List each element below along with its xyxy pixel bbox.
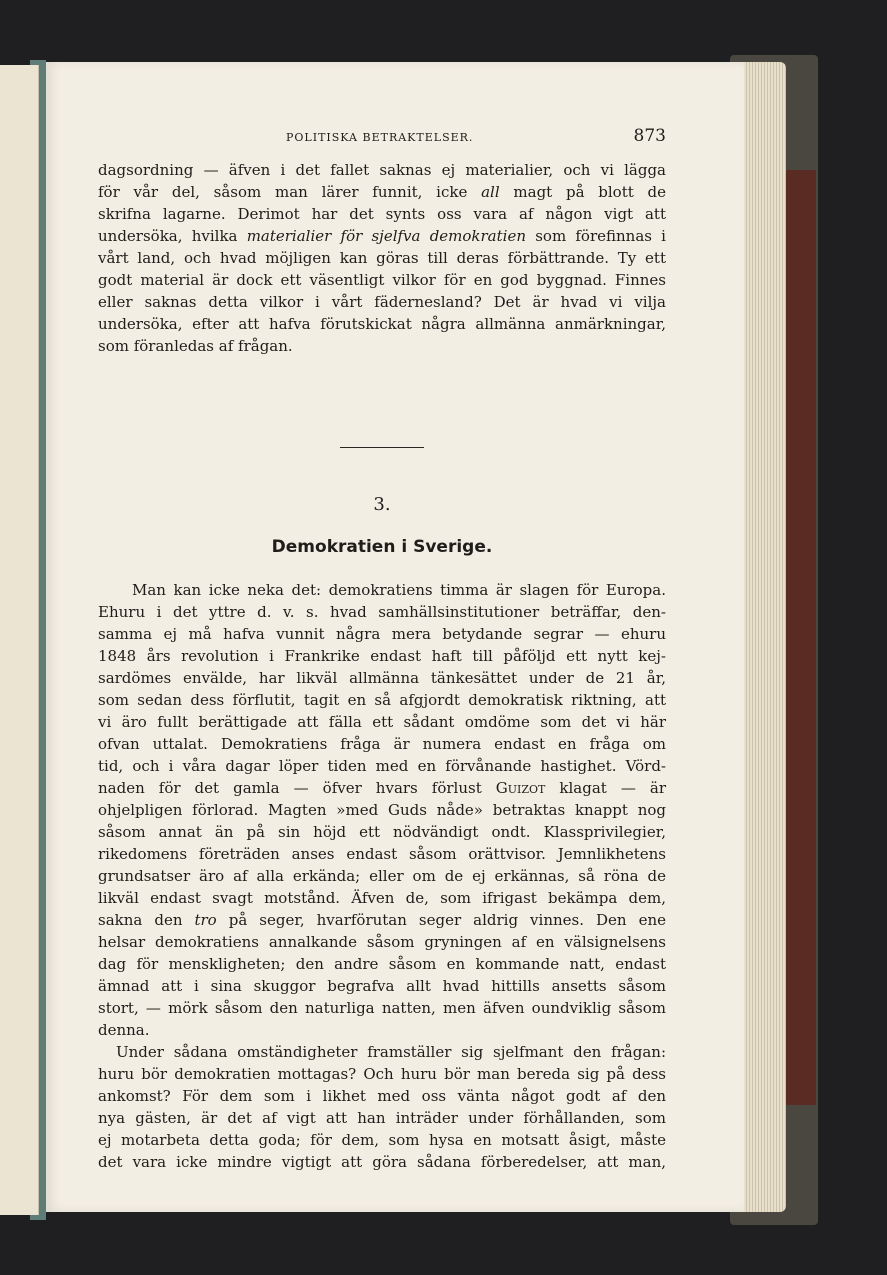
text-line: undersöka, efter att hafva förutskickat några allmänna anmärkningar, bbox=[98, 315, 666, 333]
text-line: skrifna lagarne. Derimot har det synts oss vara af någon vigt att bbox=[98, 205, 666, 223]
text-line: Man kan icke neka det: demokratiens timma är slagen för Europa. bbox=[132, 581, 666, 599]
text-line: såsom annat än på sin höjd ett nödvändigt ondt. Klassprivilegier, bbox=[98, 823, 666, 841]
text-line: Under sådana omständigheter framställer sig sjelfmant den frågan: bbox=[116, 1043, 666, 1061]
text-line: stort, — mörk såsom den naturliga natten, men äfven oundviklig såsom bbox=[98, 999, 666, 1017]
text-line: ankomst? För dem som i likhet med oss vänta något godt af den bbox=[98, 1087, 666, 1105]
text-line: denna. bbox=[98, 1021, 150, 1039]
text-line: sardömes envälde, har likväl allmänna tänkesättet under de 21 år, bbox=[98, 669, 666, 687]
paragraph-2 bbox=[98, 579, 666, 1041]
text-line: 1848 års revolution i Frankrike endast haft till påföljd ett nytt kej- bbox=[98, 647, 666, 665]
running-title: POLITISKA BETRAKTELSER. bbox=[286, 131, 474, 144]
text-line: ohjelpligen förlorad. Magten »med Guds nåde» betraktas knappt nog bbox=[98, 801, 666, 819]
page-number: 873 bbox=[633, 126, 666, 146]
emphasis: all bbox=[481, 183, 500, 201]
emphasis: tro bbox=[194, 911, 217, 929]
text-line: vårt land, och hvad möjligen kan göras till deras förbättrande. Ty ett bbox=[98, 249, 666, 267]
text-line: dagsordning — äfven i det fallet saknas ej materialier, och vi lägga bbox=[98, 161, 666, 179]
running-head bbox=[98, 124, 666, 150]
text-line: ofvan uttalat. Demokratiens fråga är numera endast en fråga om bbox=[98, 735, 666, 753]
section-divider bbox=[340, 447, 424, 448]
paragraph-3 bbox=[98, 1041, 666, 1173]
text-line: tid, och i våra dagar löper tiden med en förvånande hastighet. Vörd- bbox=[98, 757, 666, 775]
section-title: Demokratien i Sverige. bbox=[271, 537, 493, 557]
text-line: rikedomens företräden anses endast såsom orättvisor. Jemnlikhetens bbox=[98, 845, 666, 863]
text-line: nya gästen, är det af vigt att han inträder under förhållanden, som bbox=[98, 1109, 666, 1127]
text-line: ej motarbeta detta goda; för dem, som hysa en motsatt åsigt, måste bbox=[98, 1131, 666, 1149]
book-page bbox=[46, 62, 744, 1212]
text-line: dag för menskligheten; den andre såsom en kommande natt, endast bbox=[98, 955, 666, 973]
text-line: eller saknas detta vilkor i vårt fädernesland? Det är hvad vi vilja bbox=[98, 293, 666, 311]
cover-edge bbox=[786, 170, 816, 1105]
text-line: vi äro fullt berättigade att fälla ett sådant omdöme som det vi här bbox=[98, 713, 666, 731]
text-line: det vara icke mindre vigtigt att göra sådana förberedelser, att man, bbox=[98, 1153, 666, 1171]
text-line: samma ej må hafva vunnit några mera betydande segrar — ehuru bbox=[98, 625, 666, 643]
text-line: undersöka, hvilka materialier för sjelfva demokratien som förefinnas i bbox=[98, 227, 666, 245]
text-line: helsar demokratiens annalkande såsom gryningen af en välsignelsens bbox=[98, 933, 666, 951]
emphasis: materialier för sjelfva demokratien bbox=[246, 227, 526, 245]
text-line: Ehuru i det yttre d. v. s. hvad samhällsinstitutioner beträffar, den- bbox=[98, 603, 666, 621]
text-line: sakna den tro på seger, hvarförutan seger aldrig vinnes. Den ene bbox=[98, 911, 666, 929]
paragraph-1 bbox=[98, 159, 666, 357]
text-line: godt material är dock ett väsentligt vilkor för en god byggnad. Finnes bbox=[98, 271, 666, 289]
facing-page-edge bbox=[0, 65, 39, 1215]
text-line: som sedan dess förflutit, tagit en så afgjordt demokratisk riktning, att bbox=[98, 691, 666, 709]
text-line: likväl endast svagt motstånd. Äfven de, som ifrigast bekämpa dem, bbox=[98, 889, 666, 907]
page-stack-edge bbox=[738, 62, 786, 1212]
section-number: 3. bbox=[373, 494, 391, 515]
text-line: naden för det gamla — öfver hvars förlust Guizot klagat — är bbox=[98, 779, 666, 797]
text-line: ämnad att i sina skuggor begrafva allt hvad hittills ansetts såsom bbox=[98, 977, 666, 995]
text-line: huru bör demokratien mottagas? Och huru bör man bereda sig på dess bbox=[98, 1065, 666, 1083]
text-line: som föranledas af frågan. bbox=[98, 337, 293, 355]
text-line: grundsatser äro af alla erkända; eller om de ej erkännas, så röna de bbox=[98, 867, 666, 885]
author-name: Guizot bbox=[495, 779, 546, 797]
text-line: för vår del, såsom man lärer funnit, icke all magt på blott de bbox=[98, 183, 666, 201]
